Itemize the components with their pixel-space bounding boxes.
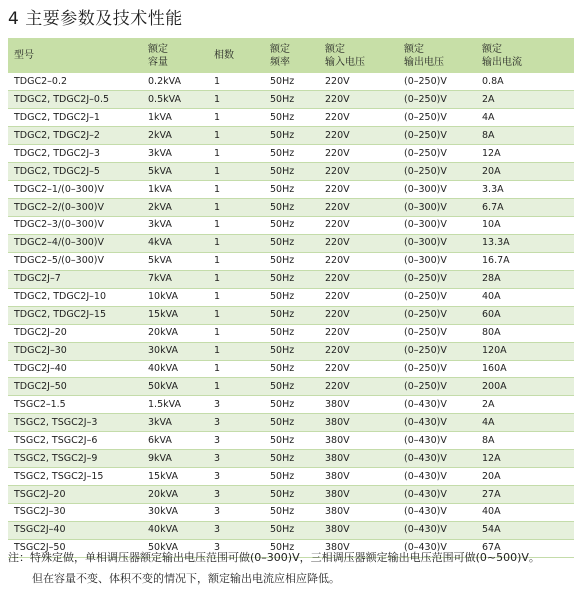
footnote-line-1: 注：特殊定做，单相调压器额定输出电压范围可做(0–300)V，三相调压器额定输出电压范围可做(0~500)V。 xyxy=(8,551,540,564)
cell-rated-output-voltage: (0–430)V xyxy=(404,432,482,450)
cell-rated-output-voltage: (0–300)V xyxy=(404,252,482,270)
cell-model: TDGC2J–20 xyxy=(8,324,148,342)
cell-rated-capacity: 50kVA xyxy=(148,378,214,396)
cell-rated-capacity: 0.5kVA xyxy=(148,91,214,109)
cell-rated-output-current: 2A xyxy=(482,91,574,109)
header-rated-capacity-line: 容量 xyxy=(148,56,168,68)
cell-phases: 1 xyxy=(214,145,270,163)
cell-rated-capacity: 7kVA xyxy=(148,270,214,288)
cell-rated-output-voltage: (0–250)V xyxy=(404,109,482,127)
cell-rated-frequency: 50Hz xyxy=(270,181,325,199)
cell-rated-frequency: 50Hz xyxy=(270,234,325,252)
cell-rated-output-current: 3.3A xyxy=(482,181,574,199)
cell-model: TSGC2–1.5 xyxy=(8,396,148,414)
cell-rated-frequency: 50Hz xyxy=(270,270,325,288)
cell-phases: 1 xyxy=(214,181,270,199)
cell-rated-output-voltage: (0–300)V xyxy=(404,217,482,235)
cell-rated-output-current: 40A xyxy=(482,504,574,522)
cell-rated-output-current: 200A xyxy=(482,378,574,396)
cell-phases: 1 xyxy=(214,342,270,360)
cell-rated-frequency: 50Hz xyxy=(270,145,325,163)
spec-table-container xyxy=(8,38,574,558)
cell-rated-input-voltage: 220V xyxy=(325,360,404,378)
cell-rated-output-current: 10A xyxy=(482,217,574,235)
cell-phases: 1 xyxy=(214,199,270,217)
cell-rated-input-voltage: 220V xyxy=(325,145,404,163)
cell-rated-output-voltage: (0–250)V xyxy=(404,288,482,306)
cell-rated-capacity: 10kVA xyxy=(148,288,214,306)
table-row xyxy=(8,145,574,163)
cell-model: TDGC2J–7 xyxy=(8,270,148,288)
cell-rated-input-voltage: 380V xyxy=(325,504,404,522)
cell-rated-output-voltage: (0–250)V xyxy=(404,324,482,342)
cell-rated-input-voltage: 380V xyxy=(325,521,404,539)
page-title: 4 主要参数及技术性能 xyxy=(8,9,183,29)
cell-rated-output-current: 60A xyxy=(482,306,574,324)
cell-rated-input-voltage: 220V xyxy=(325,199,404,217)
cell-rated-capacity: 1.5kVA xyxy=(148,396,214,414)
cell-rated-input-voltage: 220V xyxy=(325,270,404,288)
cell-rated-capacity: 9kVA xyxy=(148,450,214,468)
cell-rated-output-voltage: (0–430)V xyxy=(404,539,482,557)
cell-model: TSGC2, TSGC2J–15 xyxy=(8,468,148,486)
table-row xyxy=(8,486,574,504)
cell-rated-output-current: 160A xyxy=(482,360,574,378)
header-rated-input-voltage-line: 输入电压 xyxy=(325,56,365,68)
cell-rated-output-current: 12A xyxy=(482,450,574,468)
cell-rated-frequency: 50Hz xyxy=(270,504,325,522)
cell-rated-capacity: 20kVA xyxy=(148,486,214,504)
table-row xyxy=(8,217,574,235)
cell-rated-input-voltage: 220V xyxy=(325,324,404,342)
cell-rated-output-voltage: (0–430)V xyxy=(404,468,482,486)
cell-model: TSGC2, TSGC2J–3 xyxy=(8,414,148,432)
header-rated-frequency xyxy=(270,38,325,73)
cell-phases: 3 xyxy=(214,521,270,539)
cell-rated-frequency: 50Hz xyxy=(270,342,325,360)
cell-rated-output-voltage: (0–250)V xyxy=(404,342,482,360)
cell-rated-input-voltage: 220V xyxy=(325,91,404,109)
cell-rated-input-voltage: 220V xyxy=(325,378,404,396)
cell-rated-frequency: 50Hz xyxy=(270,217,325,235)
cell-rated-output-voltage: (0–250)V xyxy=(404,270,482,288)
cell-rated-input-voltage: 380V xyxy=(325,468,404,486)
header-rated-output-current-line: 额定 xyxy=(482,43,502,55)
cell-rated-input-voltage: 220V xyxy=(325,306,404,324)
cell-rated-output-current: 67A xyxy=(482,539,574,557)
header-model-line: 型号 xyxy=(14,50,34,61)
cell-rated-output-voltage: (0–430)V xyxy=(404,504,482,522)
cell-phases: 1 xyxy=(214,73,270,91)
cell-rated-capacity: 0.2kVA xyxy=(148,73,214,91)
cell-rated-input-voltage: 220V xyxy=(325,234,404,252)
cell-rated-output-voltage: (0–430)V xyxy=(404,396,482,414)
header-rated-capacity xyxy=(148,38,214,73)
header-phases xyxy=(214,38,270,73)
cell-rated-output-current: 12A xyxy=(482,145,574,163)
cell-rated-output-current: 4A xyxy=(482,414,574,432)
header-rated-output-current-line: 输出电流 xyxy=(482,56,522,68)
cell-rated-input-voltage: 380V xyxy=(325,486,404,504)
header-rated-output-voltage-line: 额定 xyxy=(404,43,424,55)
cell-rated-output-current: 20A xyxy=(482,468,574,486)
cell-rated-frequency: 50Hz xyxy=(270,450,325,468)
cell-rated-capacity: 30kVA xyxy=(148,342,214,360)
cell-phases: 1 xyxy=(214,109,270,127)
cell-model: TSGC2J–20 xyxy=(8,486,148,504)
cell-rated-frequency: 50Hz xyxy=(270,432,325,450)
table-row xyxy=(8,109,574,127)
cell-rated-input-voltage: 220V xyxy=(325,252,404,270)
cell-rated-output-voltage: (0–250)V xyxy=(404,145,482,163)
cell-phases: 3 xyxy=(214,450,270,468)
cell-model: TDGC2J–40 xyxy=(8,360,148,378)
cell-model: TDGC2–0.2 xyxy=(8,73,148,91)
table-row xyxy=(8,342,574,360)
table-row xyxy=(8,181,574,199)
cell-rated-output-current: 2A xyxy=(482,396,574,414)
table-row xyxy=(8,199,574,217)
cell-rated-output-voltage: (0–300)V xyxy=(404,181,482,199)
cell-rated-frequency: 50Hz xyxy=(270,199,325,217)
cell-rated-input-voltage: 380V xyxy=(325,450,404,468)
cell-model: TSGC2J–50 xyxy=(8,539,148,557)
cell-rated-frequency: 50Hz xyxy=(270,252,325,270)
cell-rated-capacity: 5kVA xyxy=(148,252,214,270)
cell-rated-output-current: 54A xyxy=(482,521,574,539)
cell-rated-input-voltage: 380V xyxy=(325,396,404,414)
cell-rated-frequency: 50Hz xyxy=(270,468,325,486)
cell-rated-frequency: 50Hz xyxy=(270,109,325,127)
cell-rated-capacity: 1kVA xyxy=(148,109,214,127)
cell-phases: 1 xyxy=(214,217,270,235)
cell-rated-output-voltage: (0–250)V xyxy=(404,306,482,324)
cell-rated-input-voltage: 380V xyxy=(325,414,404,432)
cell-model: TDGC2, TDGC2J–5 xyxy=(8,163,148,181)
cell-rated-output-voltage: (0–250)V xyxy=(404,127,482,145)
footnote xyxy=(8,547,540,589)
header-model xyxy=(8,38,148,73)
cell-rated-frequency: 50Hz xyxy=(270,396,325,414)
cell-rated-output-current: 40A xyxy=(482,288,574,306)
cell-rated-output-voltage: (0–250)V xyxy=(404,360,482,378)
spec-table xyxy=(8,38,574,558)
cell-rated-output-voltage: (0–430)V xyxy=(404,414,482,432)
cell-rated-capacity: 2kVA xyxy=(148,199,214,217)
table-row xyxy=(8,270,574,288)
cell-phases: 1 xyxy=(214,91,270,109)
cell-rated-frequency: 50Hz xyxy=(270,539,325,557)
cell-rated-capacity: 1kVA xyxy=(148,181,214,199)
cell-rated-input-voltage: 220V xyxy=(325,163,404,181)
cell-rated-capacity: 5kVA xyxy=(148,163,214,181)
cell-rated-capacity: 15kVA xyxy=(148,306,214,324)
header-rated-output-voltage xyxy=(404,38,482,73)
cell-rated-output-current: 80A xyxy=(482,324,574,342)
table-row xyxy=(8,360,574,378)
table-row xyxy=(8,450,574,468)
cell-rated-output-voltage: (0–430)V xyxy=(404,521,482,539)
table-header-row xyxy=(8,38,574,73)
cell-rated-frequency: 50Hz xyxy=(270,324,325,342)
cell-rated-frequency: 50Hz xyxy=(270,486,325,504)
cell-phases: 1 xyxy=(214,306,270,324)
cell-phases: 1 xyxy=(214,234,270,252)
cell-rated-input-voltage: 220V xyxy=(325,127,404,145)
cell-rated-capacity: 3kVA xyxy=(148,217,214,235)
header-rated-input-voltage xyxy=(325,38,404,73)
cell-rated-input-voltage: 380V xyxy=(325,432,404,450)
cell-model: TSGC2J–30 xyxy=(8,504,148,522)
cell-phases: 3 xyxy=(214,539,270,557)
cell-rated-frequency: 50Hz xyxy=(270,521,325,539)
cell-rated-input-voltage: 220V xyxy=(325,217,404,235)
cell-phases: 1 xyxy=(214,360,270,378)
cell-model: TDGC2–2/(0–300)V xyxy=(8,199,148,217)
footnote-line-2: 但在容量不变、体积不变的情况下，额定输出电流应相应降低。 xyxy=(32,572,340,585)
cell-phases: 1 xyxy=(214,378,270,396)
cell-rated-frequency: 50Hz xyxy=(270,163,325,181)
cell-model: TDGC2–5/(0–300)V xyxy=(8,252,148,270)
cell-rated-capacity: 30kVA xyxy=(148,504,214,522)
cell-rated-output-current: 27A xyxy=(482,486,574,504)
header-rated-output-current xyxy=(482,38,574,73)
cell-rated-output-current: 13.3A xyxy=(482,234,574,252)
cell-model: TDGC2, TDGC2J–0.5 xyxy=(8,91,148,109)
table-row xyxy=(8,432,574,450)
cell-rated-output-voltage: (0–430)V xyxy=(404,450,482,468)
cell-phases: 3 xyxy=(214,414,270,432)
cell-rated-frequency: 50Hz xyxy=(270,360,325,378)
cell-rated-capacity: 40kVA xyxy=(148,360,214,378)
cell-rated-output-voltage: (0–300)V xyxy=(404,199,482,217)
table-row xyxy=(8,306,574,324)
cell-phases: 1 xyxy=(214,324,270,342)
cell-rated-output-voltage: (0–430)V xyxy=(404,486,482,504)
cell-rated-capacity: 20kVA xyxy=(148,324,214,342)
table-row xyxy=(8,288,574,306)
cell-rated-capacity: 15kVA xyxy=(148,468,214,486)
table-row xyxy=(8,163,574,181)
table-row xyxy=(8,396,574,414)
cell-rated-frequency: 50Hz xyxy=(270,378,325,396)
cell-phases: 3 xyxy=(214,486,270,504)
table-row xyxy=(8,91,574,109)
cell-phases: 1 xyxy=(214,127,270,145)
cell-model: TSGC2, TSGC2J–9 xyxy=(8,450,148,468)
cell-rated-input-voltage: 220V xyxy=(325,73,404,91)
cell-rated-output-current: 8A xyxy=(482,432,574,450)
cell-rated-capacity: 6kVA xyxy=(148,432,214,450)
cell-rated-frequency: 50Hz xyxy=(270,414,325,432)
cell-rated-output-current: 120A xyxy=(482,342,574,360)
cell-rated-input-voltage: 220V xyxy=(325,342,404,360)
cell-rated-output-current: 20A xyxy=(482,163,574,181)
cell-rated-output-voltage: (0–250)V xyxy=(404,378,482,396)
cell-rated-frequency: 50Hz xyxy=(270,73,325,91)
cell-rated-frequency: 50Hz xyxy=(270,306,325,324)
cell-model: TSGC2, TSGC2J–6 xyxy=(8,432,148,450)
cell-model: TDGC2–4/(0–300)V xyxy=(8,234,148,252)
cell-rated-output-current: 6.7A xyxy=(482,199,574,217)
cell-model: TSGC2J–40 xyxy=(8,521,148,539)
table-row xyxy=(8,73,574,91)
cell-rated-capacity: 40kVA xyxy=(148,521,214,539)
cell-rated-capacity: 3kVA xyxy=(148,414,214,432)
cell-rated-frequency: 50Hz xyxy=(270,288,325,306)
cell-rated-capacity: 50kVA xyxy=(148,539,214,557)
cell-rated-capacity: 2kVA xyxy=(148,127,214,145)
cell-rated-output-current: 28A xyxy=(482,270,574,288)
cell-model: TDGC2, TDGC2J–1 xyxy=(8,109,148,127)
cell-phases: 1 xyxy=(214,252,270,270)
cell-model: TDGC2, TDGC2J–15 xyxy=(8,306,148,324)
cell-rated-output-voltage: (0–250)V xyxy=(404,163,482,181)
cell-rated-input-voltage: 220V xyxy=(325,288,404,306)
cell-model: TDGC2, TDGC2J–2 xyxy=(8,127,148,145)
cell-rated-input-voltage: 380V xyxy=(325,539,404,557)
cell-rated-frequency: 50Hz xyxy=(270,91,325,109)
header-rated-output-voltage-line: 输出电压 xyxy=(404,56,444,68)
table-row xyxy=(8,504,574,522)
cell-model: TDGC2J–50 xyxy=(8,378,148,396)
cell-rated-frequency: 50Hz xyxy=(270,127,325,145)
cell-phases: 1 xyxy=(214,163,270,181)
cell-rated-output-current: 16.7A xyxy=(482,252,574,270)
cell-rated-input-voltage: 220V xyxy=(325,109,404,127)
table-row xyxy=(8,414,574,432)
header-phases-line: 相数 xyxy=(214,50,234,61)
cell-phases: 3 xyxy=(214,432,270,450)
table-row xyxy=(8,378,574,396)
table-row xyxy=(8,324,574,342)
cell-rated-capacity: 3kVA xyxy=(148,145,214,163)
cell-rated-output-voltage: (0–250)V xyxy=(404,73,482,91)
table-row xyxy=(8,468,574,486)
header-rated-frequency-line: 额定 xyxy=(270,43,290,55)
header-rated-capacity-line: 额定 xyxy=(148,43,168,55)
cell-phases: 3 xyxy=(214,504,270,522)
header-rated-input-voltage-line: 额定 xyxy=(325,43,345,55)
cell-rated-output-current: 8A xyxy=(482,127,574,145)
header-rated-frequency-line: 频率 xyxy=(270,56,290,68)
cell-rated-capacity: 4kVA xyxy=(148,234,214,252)
cell-model: TDGC2J–30 xyxy=(8,342,148,360)
cell-phases: 1 xyxy=(214,270,270,288)
cell-model: TDGC2–3/(0–300)V xyxy=(8,217,148,235)
cell-rated-input-voltage: 220V xyxy=(325,181,404,199)
table-row xyxy=(8,521,574,539)
cell-rated-output-current: 0.8A xyxy=(482,73,574,91)
table-row xyxy=(8,234,574,252)
cell-rated-output-voltage: (0–250)V xyxy=(404,91,482,109)
cell-model: TDGC2, TDGC2J–3 xyxy=(8,145,148,163)
cell-phases: 3 xyxy=(214,396,270,414)
cell-model: TDGC2–1/(0–300)V xyxy=(8,181,148,199)
table-body xyxy=(8,73,574,557)
cell-rated-output-current: 4A xyxy=(482,109,574,127)
cell-phases: 1 xyxy=(214,288,270,306)
table-row xyxy=(8,127,574,145)
cell-rated-output-voltage: (0–300)V xyxy=(404,234,482,252)
table-row xyxy=(8,252,574,270)
cell-model: TDGC2, TDGC2J–10 xyxy=(8,288,148,306)
cell-phases: 3 xyxy=(214,468,270,486)
